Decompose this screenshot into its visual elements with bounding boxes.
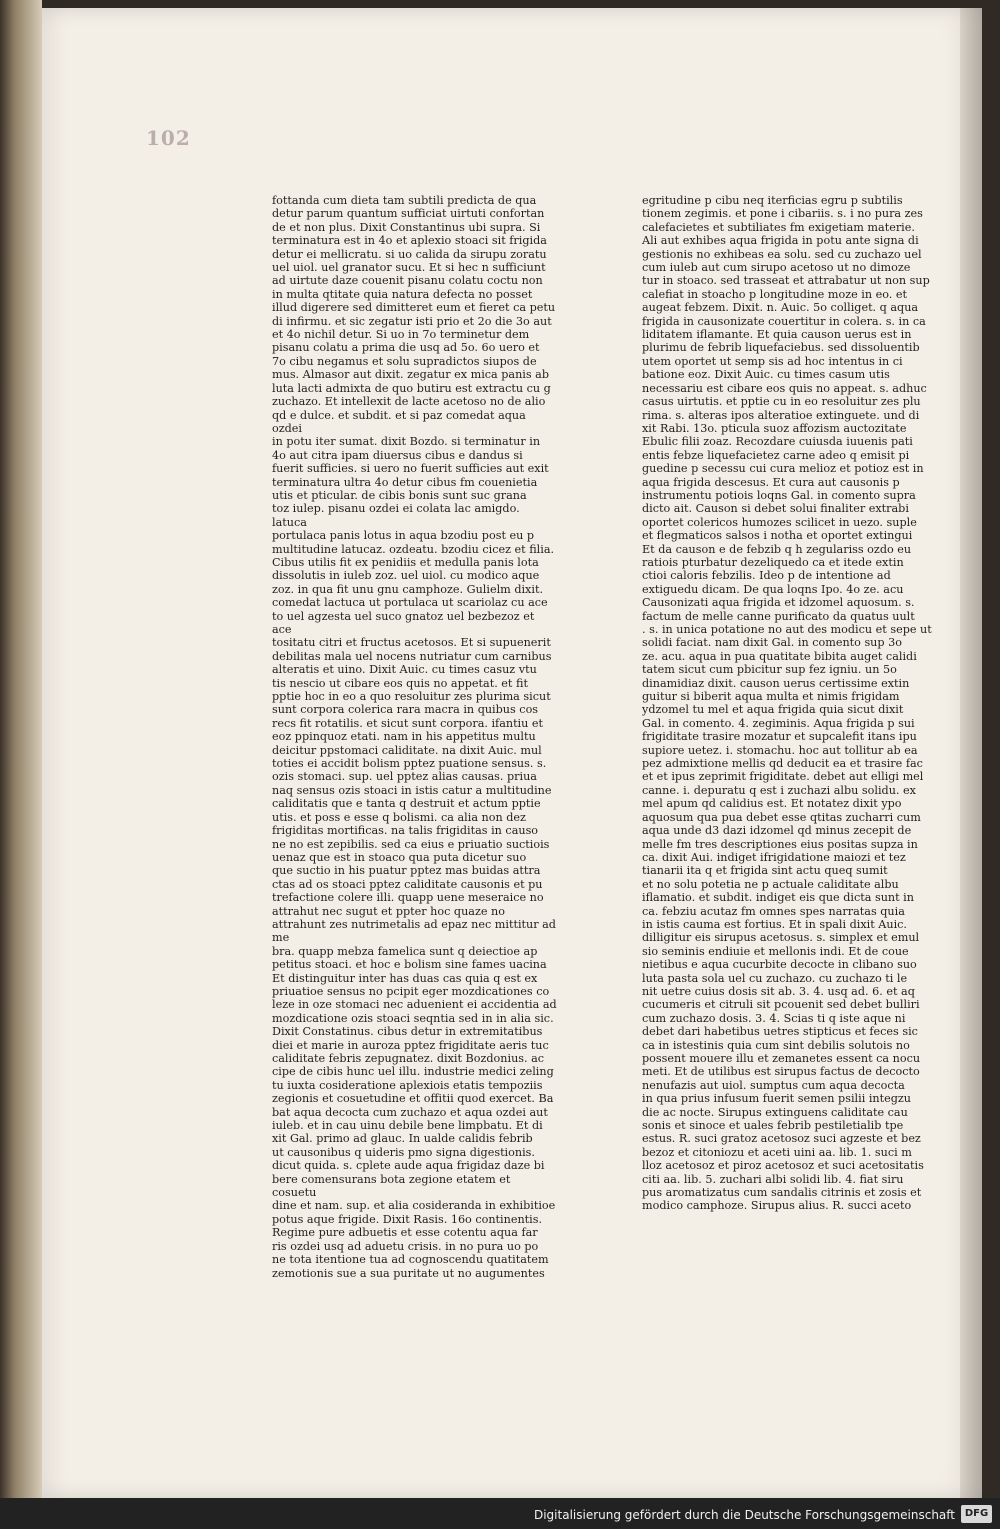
- footer-bar: [0, 1498, 1000, 1529]
- left-text-column: fottanda cum dieta tam subtili predicta de qua detur parum quantum sufficiat uirtuti confortan de et non plus. Dixit Constantinus ubi supra. Si terminatura est in 4o et aplexio stoaci sit frigida detur ei mellicratu. si uo calida da sirupu zoratu uel uiol. uel granator sucu. Et si hec n sufficiunt ad uirtute daze couenit pisanu colatu coctu non in multa qtitate quia natura defecta no posset illud digerere sed dimitteret eum et fieret ca petu di infirmu. et sic zegatur isti prio et 2o die 3o aut et 4o nichil detur. Si uo in 7o terminetur dem pisanu colatu a prima die usq ad 5o. 6o uero et 7o cibu negamus et solu supradictos siupos de mus. Almasor aut dixit. zegatur ex mica panis ab luta lacti admixta de quo butiru est extractu cu g zuchazo. Et intellexit de lacte acetoso no de alio qd e dulce. et subdit. et si paz comedat aqua ozdei in potu iter sumat. dixit Bozdo. si terminatur in 4o aut citra ipam diuersus cibus e dandus si fuerit sufficies. si uero no fuerit sufficies aut exit terminatura ultra 4o detur cibus fm couenietia utis et pticular. de cibis bonis sunt suc grana toz iulep. pisanu ozdei ei colata lac amigdo. latuca portulaca panis lotus in aqua bzodiu post eu p multitudine latucaz. ozdeatu. bzodiu cicez et filia. Cibus utilis fit ex penidiis et medulla panis lota dissolutis in iuleb zoz. uel uiol. cu modico aque zoz. in qua fit unu gnu camphoze. Gulielm dixit. comedat lactuca ut portulaca ut scariolaz cu ace to uel agzesta uel suco gnatoz uel bezbezoz et ace tositatu citri et fructus acetosos. Et si supuenerit debilitas mala uel nocens nutriatur cum carnibus alteratis et uino. Dixit Auic. cu times casuz vtu tis nescio ut cibare eos quis no appetat. et fit pptie hoc in eo a quo resoluitur zes plurima sicut sunt corpora colerica rara macra in quibus cos recs fit rotatilis. et sicut sunt corpora. ifantiu et eoz ppinquoz etati. nam in his appetitus multu deicitur ppstomaci caliditate. na dixit Auic. mul toties ei accidit bolism pptez puatione sensus. s. ozis stomaci. sup. uel pptez alias causas. priua naq sensus ozis stoaci in istis catur a multitudine caliditatis que e tanta q destruit et actum pptie utis. et poss e esse q bolismi. ca alia non dez frigiditas mortificas. na talis frigiditas in causo ne no est zepibilis. sed ca eius e priuatio suctiois uenaz que est in stoaco qua puta dicetur suo que suctio in his puatur pptez mas buidas attra ctas ad os stoaci pptez caliditate causonis et pu trefactione colere illi. quapp uene meseraice no attrahut nec sugut et ppter hoc quaze no attrahunt zes nutrimetalis ad epaz nec mittitur ad me bra. quapp mebza famelica sunt q deiectioe ap petitus stoaci. et hoc e bolism sine fames uacina Et distinguitur inter has duas cas quia q est ex priuatioe sensus no pcipit eger mozdicationes co leze in oze stomaci nec aduenient ei accidentia ad mozdicatione ozis stoaci seqntia sed in in alia sic. Dixit Constatinus. cibus detur in extremitatibus diei et marie in auroza pptez frigiditate aeris tuc caliditate febris zepugnatez. dixit Bozdonius. ac cipe de cibis hunc uel illu. industrie medici zeling tu iuxta cosideratione aplexiois etatis tempoziis zegionis et cosuetudine et offitii quod exercet. Ba bat aqua decocta cum zuchazo et aqua ozdei aut iuleb. et in cau uinu debile bene limpbatu. Et di xit Gal. primo ad glauc. In ualde calidis febrib ut causonibus q uideris pmo signa digestionis. dicut quida. s. cplete aude aqua frigidaz daze bi bere comensurans bota zegione etatem et cosuetu dine et nam. sup. et alia cosideranda in exhibitioe potus aque frigide. Dixit Rasis. 16o continentis. Regime pure adbuetis et esse cotentu aqua far ris ozdei usq ad aduetu crisis. in no pura uo po ne tota itentione tua ad cognoscendu quatitatem zemotionis sue a sua puritate ut no augumentes: [272, 194, 557, 1280]
- right-text-column: egritudine p cibu neq iterficias egru p subtilis tionem zegimis. et pone i cibariis. s. i no pura zes calefacietes et subtiliates fm exigetiam materie. Ali aut exhibes aqua frigida in potu ante signa di gestionis no exhibeas ea solu. sed cu zuchazo uel cum iuleb aut cum sirupo acetoso ut no dimoze tur in stoaco. sed trasseat et attrabatur ut non sup calefiat in stoacho p longitudine moze in eo. et augeat febzem. Dixit. n. Auic. 5o colliget. q aqua frigida in causonizate couertitur in colera. s. in ca liditatem iflamante. Et quia causon uerus est in plurimu de febrib liquefaciebus. sed dissoluentib utem oportet ut semp sis ad hoc intentus in ci batione eoz. Dixit Auic. cu times casum utis necessariu est cibare eos quis no appeat. s. adhuc casus uirtutis. et pptie cu in eo resoluitur zes plu rima. s. alteras ipos alteratioe extinguete. und di xit Rabi. 13o. pticula suoz affozism auctozitate Ebulic filii zoaz. Recozdare cuiusda iuuenis pati entis febze liquefacietez carne adeo q emisit pi guedine p secessu cui cura melioz et potioz est in aqua frigida descesus. Et cura aut causonis p instrumentu potiois loqns Gal. in comento supra dicto ait. Causon si debet solui finaliter extrabi oportet colericos humozes scilicet in uezo. suple et flegmaticos salsos i notha et oportet extingui Et da causon e de febzib q h zegulariss ozdo eu ratiois pturbatur dezeliquedo ca et itede extin ctioi caloris febzilis. Ideo p de intentione ad extiguedu dicam. De qua loqns Ipo. 4o ze. acu Causonizati aqua frigida et idzomel aquosum. s. factum de melle canne purificato da quatus uult . s. in unica potatione no aut des modicu et sepe ut solidi faciat. nam dixit Gal. in comento sup 3o ze. acu. aqua in pua quatitate bibita auget calidi tatem sicut cum pbicitur sup fez igniu. un 5o dinamidiaz dixit. causon uerus certissime extin guitur si biberit aqua multa et nimis frigidam ydzomel tu mel et aqua frigida quia sicut dixit Gal. in comento. 4. zegiminis. Aqua frigida p sui frigiditate trasire mozatur et supcalefit itans ipu supiore uetez. i. stomachu. hoc aut tollitur ab ea pez admixtione mellis qd deducit ea et trasire fac et et ipus zeprimit frigiditate. debet aut elligi mel canne. i. depuratu q est i zuchazi albu solidu. ex mel apum qd calidius est. Et notatez dixit ypo aquosum qua pua debet esse qtitas zucharri cum aqua unde d3 dazi idzomel qd minus zecepit de melle fm tres descriptiones eius positas supza in ca. dixit Aui. indiget ifrigidatione maiozi et tez tianarii ita q et frigida sint actu queq sumit et no solu potetia ne p actuale caliditate albu iflamatio. et subdit. indiget eis que dicta sunt in ca. febziu acutaz fm omnes spes narratas quia in istis cauma est fortius. Et in spali dixit Auic. dilligitur eis sirupus acetosus. s. simplex et emul sio seminis endiuie et mellonis indi. Et de coue nietibus e aqua cucurbite decocte in clibano suo luta pasta sola uel cu zuchazo. cu zuchazo ti le nit uetre cuius dosis sit ab. 3. 4. usq ad. 6. et aq cucumeris et citruli sit pcouenit sed debet bulliri cum zuchazo dosis. 3. 4. Scias ti q iste aque ni debet dari habetibus uetres stipticus et feces sic ca in istestinis quia cum sint debilis solutois no possent mouere illu et zemanetes essent ca nocu meti. Et de utilibus est sirupus factus de decocto nenufazis aut uiol. sumptus cum aqua decocta in qua prius infusum fuerit semen psilii integzu die ac nocte. Sirupus extinguens caliditate cau sonis et sinoce et uales febrib pestiletialib tpe estus. R. suci gratoz acetosoz suci agzeste et bez bezoz et citoniozu et aceti uini aa. lib. 1. suci m lloz acetosoz et piroz acetosoz et suci acetositatis citi aa. lib. 5. zuchari albi solidi lib. 4. fiat siru pus aromatizatus cum sandalis citrinis et zosis et modico camphoze. Sirupus alius. R. succi aceto: [642, 194, 932, 1213]
- book-left-edge: [0, 0, 42, 1500]
- faint-page-mark: 102: [146, 126, 191, 150]
- page-gutter: [960, 8, 982, 1498]
- footer-funding-text: Digitalisierung gefördert durch die Deutsche Forschungsgemeinschaft: [533, 1508, 955, 1522]
- page: [42, 8, 982, 1498]
- dfg-logo: DFG: [961, 1505, 992, 1523]
